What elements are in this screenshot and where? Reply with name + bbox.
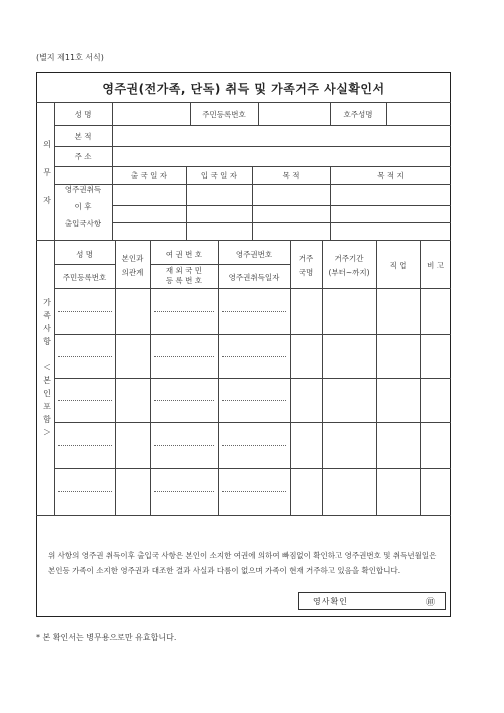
overseas-reg-no-header: 재 외 국 민 등 록 번 호 <box>165 266 203 285</box>
consul-confirmation-label: 영사확인 <box>313 597 348 606</box>
divider <box>54 146 451 147</box>
row-dotted-line <box>222 400 286 401</box>
row-dotted-line <box>222 445 286 446</box>
purpose-header: 목 적 <box>282 171 300 180</box>
destination-header: 목 적 지 <box>377 171 404 180</box>
section-label-applicant: 의 무 자 <box>43 140 51 205</box>
confirmation-statement: 위 사항의 영주권 취득이후 출입국 사항은 본인이 소지한 여권에 의하여 빠짐없이 확인하고 영주권번호 및 취득년월일은 본인등 가족이 소지한 영주권과 대조한 결과 사실과 다름이 없으며 가족이 현재 거주하고 있음을 확인합니다. <box>48 551 437 575</box>
divider <box>36 240 451 241</box>
consul-confirmation-box <box>298 592 446 610</box>
family-rrn-header: 주민등록번호 <box>62 273 107 282</box>
row-dotted-line <box>154 356 214 357</box>
section-label-family: 가 족 사 항 ＜ 본 인 포 함 ＞ <box>43 298 51 437</box>
divider <box>54 288 451 289</box>
row-dotted-line <box>58 491 112 492</box>
remarks-header: 비 고 <box>427 261 444 270</box>
row-dotted-line <box>222 491 286 492</box>
divider <box>54 125 451 126</box>
passport-no-header: 여 권 번 호 <box>165 250 203 259</box>
country-header: 거주 국명 <box>298 254 314 277</box>
address-label: 주 소 <box>74 152 92 161</box>
departure-date-header: 출 국 일 자 <box>130 171 168 180</box>
divider <box>54 334 451 335</box>
footnote: * 본 확인서는 병무용으로만 유효합니다. <box>36 633 177 642</box>
row-dotted-line <box>58 445 112 446</box>
divider <box>54 378 451 379</box>
divider <box>386 102 387 125</box>
row-dotted-line <box>154 311 214 312</box>
divider <box>112 222 451 223</box>
row-dotted-line <box>154 400 214 401</box>
divider <box>54 264 115 265</box>
row-dotted-line <box>222 356 286 357</box>
divider <box>36 515 451 516</box>
divider <box>150 264 290 265</box>
period-header: 거주기간 (부터~까지) <box>328 254 370 277</box>
family-name-header: 성 명 <box>76 250 93 259</box>
divider <box>54 468 451 469</box>
row-dotted-line <box>154 445 214 446</box>
name-label: 성 명 <box>74 110 92 119</box>
occupation-header: 직 업 <box>389 261 407 270</box>
householder-label: 호주성명 <box>343 110 373 119</box>
immigration-history-label: 영주권취득 이 후 출입국사항 <box>64 185 102 228</box>
row-dotted-line <box>58 311 112 312</box>
row-dotted-line <box>154 491 214 492</box>
entry-date-header: 입 국 일 자 <box>200 171 238 180</box>
rrn-label: 주민등록번호 <box>202 110 246 119</box>
row-dotted-line <box>58 356 112 357</box>
pr-number-header: 영주권번호 <box>235 250 273 259</box>
pr-date-header: 영주권취득일자 <box>228 273 280 282</box>
seal-mark: ㊞ <box>425 598 435 608</box>
divider <box>36 102 451 103</box>
divider <box>112 102 113 166</box>
relation-header: 본인과 의관계 <box>121 254 144 277</box>
row-dotted-line <box>222 311 286 312</box>
form-title: 영주권(전가족, 단독) 취득 및 가족거주 사실확인서 <box>102 82 385 96</box>
form-number-label: (별지 제11호 서식) <box>36 53 104 62</box>
divider <box>112 205 451 206</box>
divider <box>258 102 259 125</box>
row-dotted-line <box>58 400 112 401</box>
domicile-label: 본 적 <box>74 132 92 141</box>
divider <box>54 422 451 423</box>
